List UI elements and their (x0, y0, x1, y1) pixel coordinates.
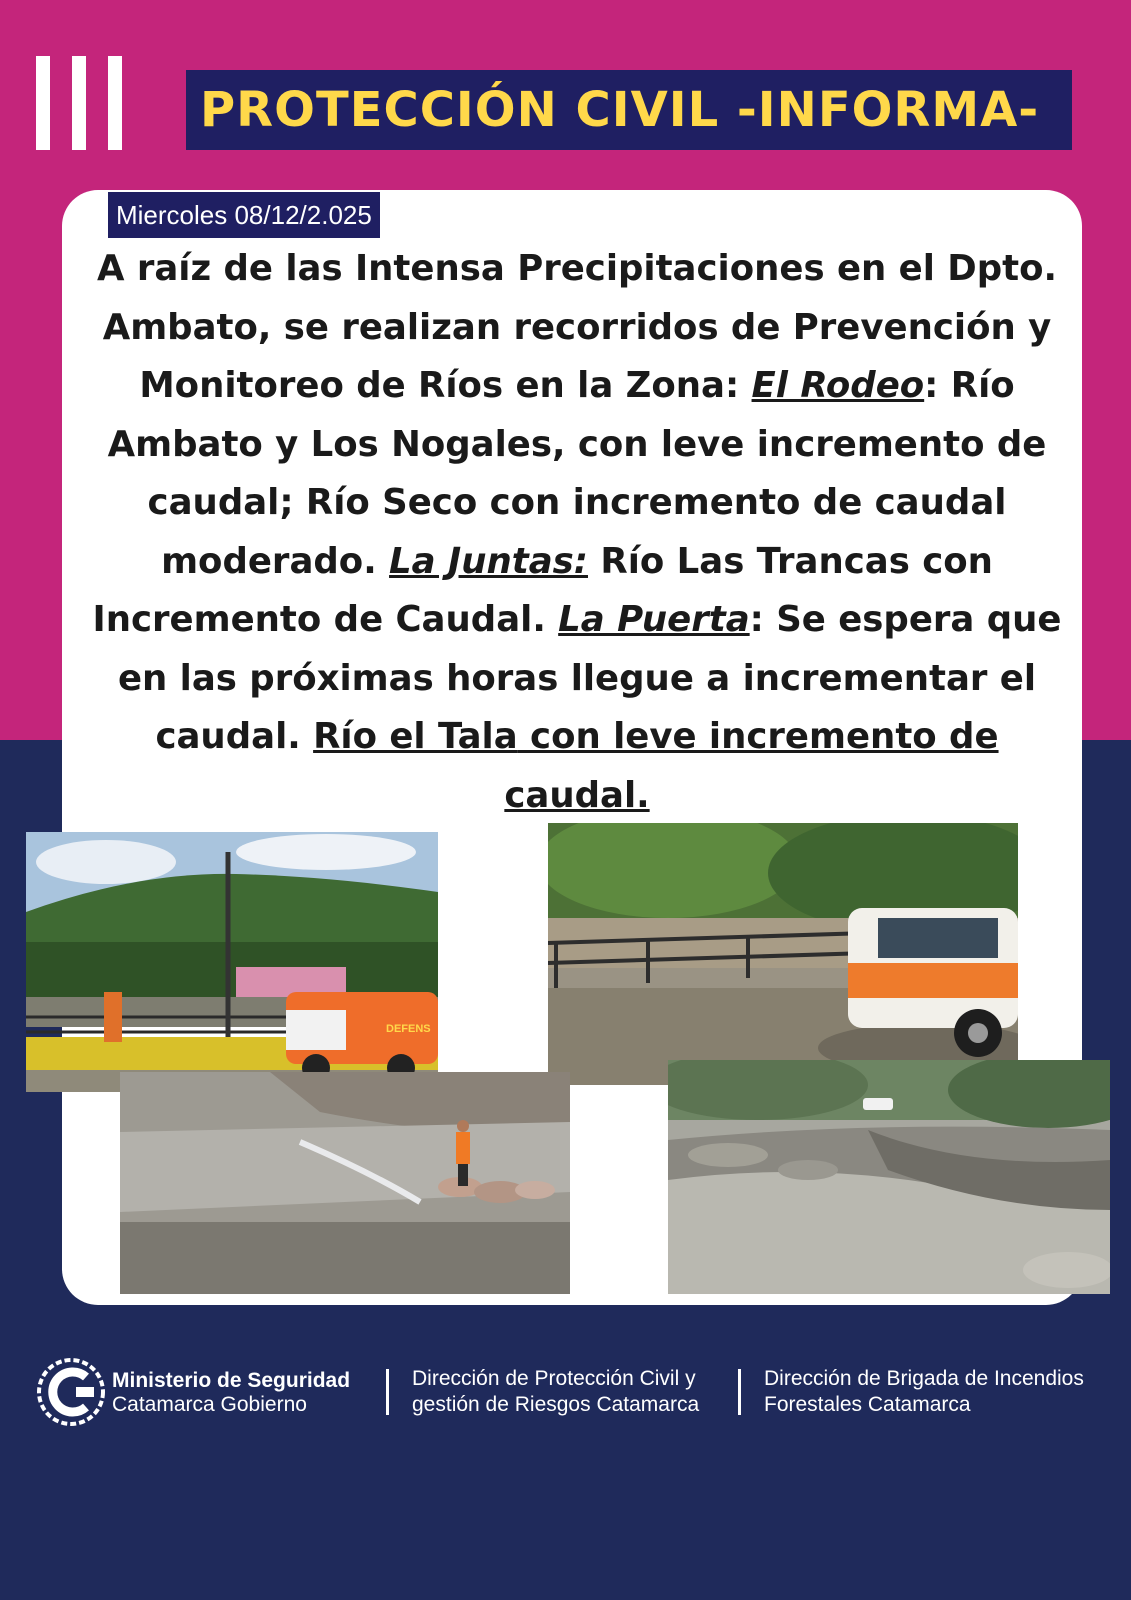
footer (0, 1355, 1131, 1425)
location-rio-el-tala: Río el Tala (313, 716, 518, 757)
photo-river-crossing-truck (548, 823, 1018, 1085)
photo-bridge-mountain (26, 832, 438, 1092)
bar (72, 56, 86, 150)
org3-name-line2: Forestales Catamarca (764, 1393, 971, 1416)
location-la-juntas: La Juntas: (389, 540, 588, 582)
bar (108, 56, 122, 150)
report-text-part: Río Las Trancas con Incremento de Caudal. (92, 540, 993, 640)
photo-rocky-riverbed (120, 1072, 570, 1294)
vehicle-label: DEFENS (386, 1023, 431, 1035)
footer-divider (738, 1369, 741, 1415)
footer-divider (386, 1369, 389, 1415)
bar (36, 56, 50, 150)
location-el-rodeo: El Rodeo (751, 365, 925, 406)
org1-subtitle: Catamarca Gobierno (112, 1393, 307, 1416)
photo-flooded-river (668, 1060, 1110, 1294)
decorative-bars (36, 56, 122, 150)
location-la-puerta: La Puerta (558, 599, 750, 640)
org2-name-line1: Dirección de Protección Civil y (412, 1367, 696, 1390)
org2-name-line2: gestión de Riesgos Catamarca (412, 1393, 700, 1416)
report-text-part: : Se espera que en las próximas horas llegue a incrementar el caudal. (117, 599, 1062, 757)
report-text-part: A raíz de las Intensa Precipitaciones en el Dpto. Ambato, se realizan recorridos de Prevención y Monitoreo de Ríos en la Zona: (97, 248, 1057, 406)
org3-name-line1: Dirección de Brigada de Incendios (764, 1367, 1084, 1390)
page-title: PROTECCIÓN CIVIL -INFORMA- (200, 82, 1040, 138)
report-text-part: : Río Ambato y Los Nogales, con leve incremento de caudal; Río Seco con incremento de caudal moderado. (107, 365, 1047, 582)
report-text (92, 240, 1062, 825)
ministerio-logo-icon (36, 1357, 106, 1427)
header-banner (186, 70, 1072, 150)
report-text-part: con leve incremento de caudal. (504, 716, 999, 816)
org1-name: Ministerio de Seguridad (112, 1369, 351, 1392)
date-badge: Miercoles 08/12/2.025 (108, 192, 380, 238)
